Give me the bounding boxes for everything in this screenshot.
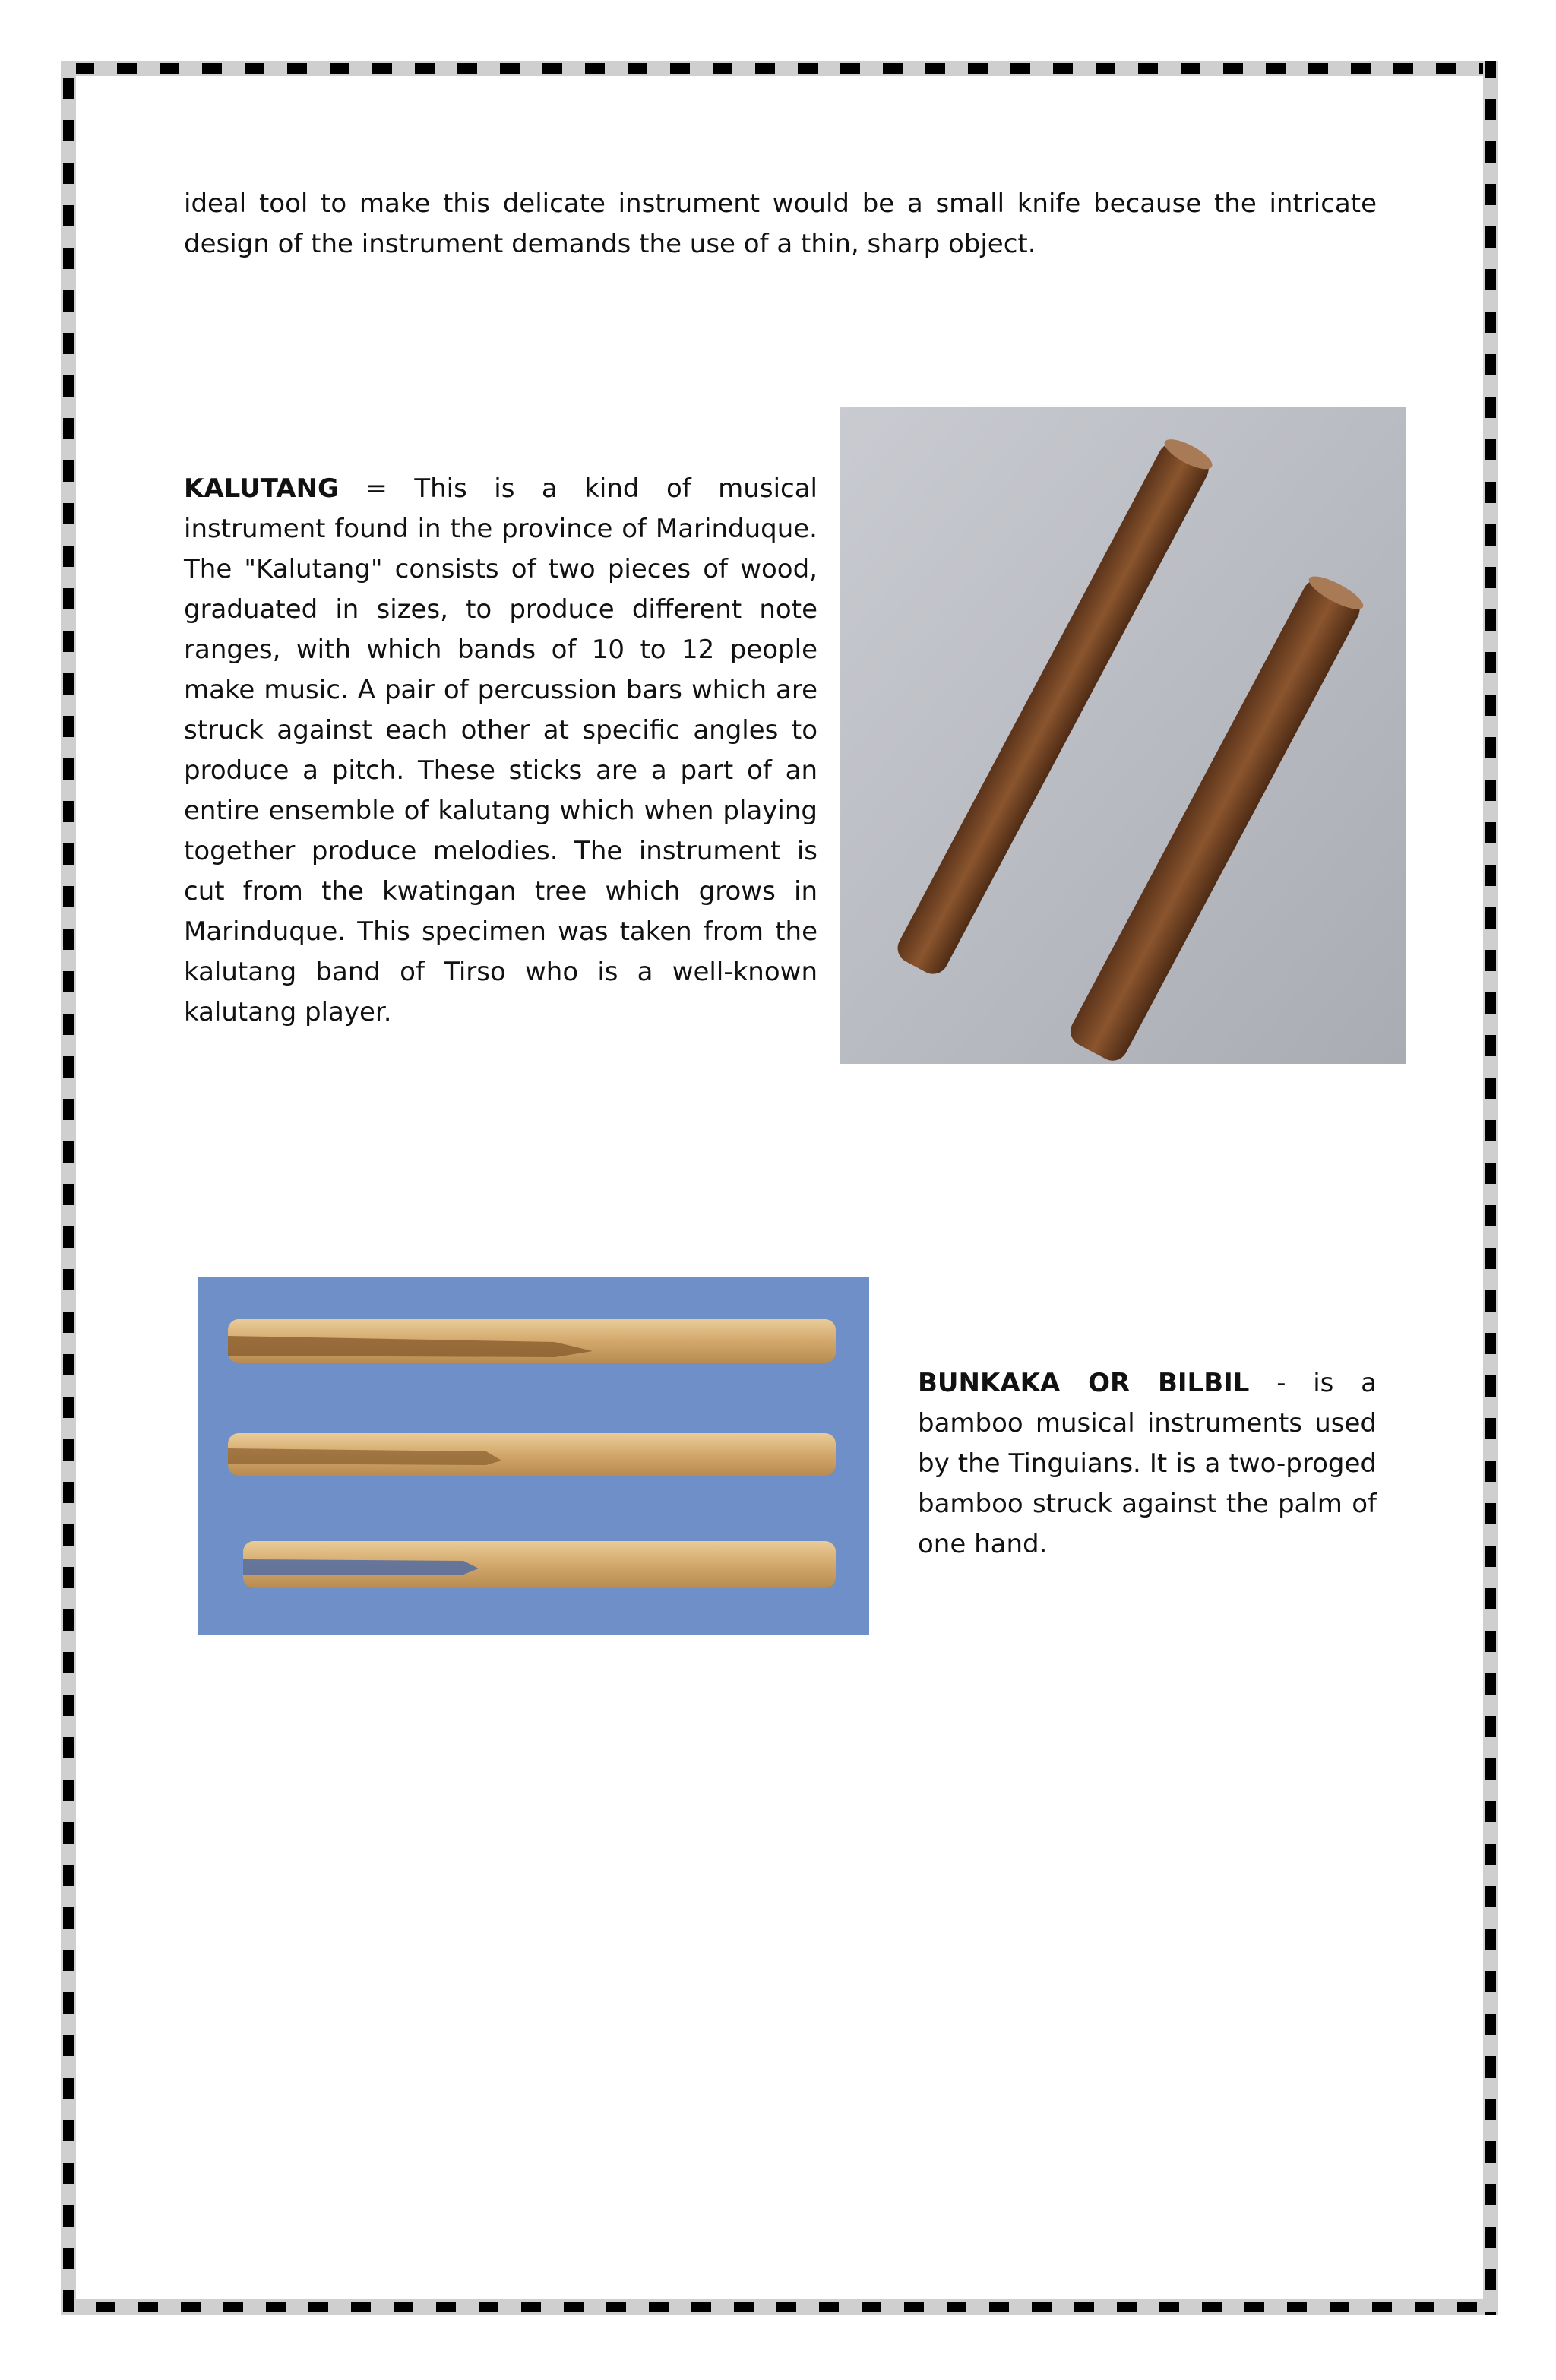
kalutang-description: = This is a kind of musical instrument found in the province of Marinduque. The "Kalutang" consists of two pieces of wood, graduated in sizes, to produce different note ranges, with which bands of 10 to 12 people make music. A pair of percussion bars which are struck against each other at specific angles to produce a pitch. These sticks are a part of an entire ensemble of kalutang which when playing together produce melodies. The instrument is cut from the kwatingan tree which grows in Marinduque. This specimen was taken from the kalutang band of Tirso who is a well-known kalutang player. xyxy=(184,473,818,1027)
decorative-border-top xyxy=(61,61,1498,76)
decorative-border-left xyxy=(61,61,76,2315)
bunkaka-paragraph xyxy=(918,1363,1377,1565)
kalutang-term: KALUTANG xyxy=(184,473,339,504)
kalutang-photo xyxy=(840,407,1406,1064)
decorative-border-right xyxy=(1483,61,1498,2315)
bunkaka-term: BUNKAKA OR BILBIL xyxy=(918,1368,1250,1398)
bunkaka-photo xyxy=(198,1277,869,1635)
kalutang-paragraph xyxy=(184,469,818,1033)
bunkaka-description: - is a bamboo musical instruments used by the Tinguians. It is a two-proged bamboo struck against the palm of one hand. xyxy=(918,1368,1377,1559)
decorative-border-bottom xyxy=(61,2299,1498,2315)
intro-paragraph: ideal tool to make this delicate instrument would be a small knife because the intricate design of the instrument demands the use of a thin, sharp object. xyxy=(184,188,1377,259)
